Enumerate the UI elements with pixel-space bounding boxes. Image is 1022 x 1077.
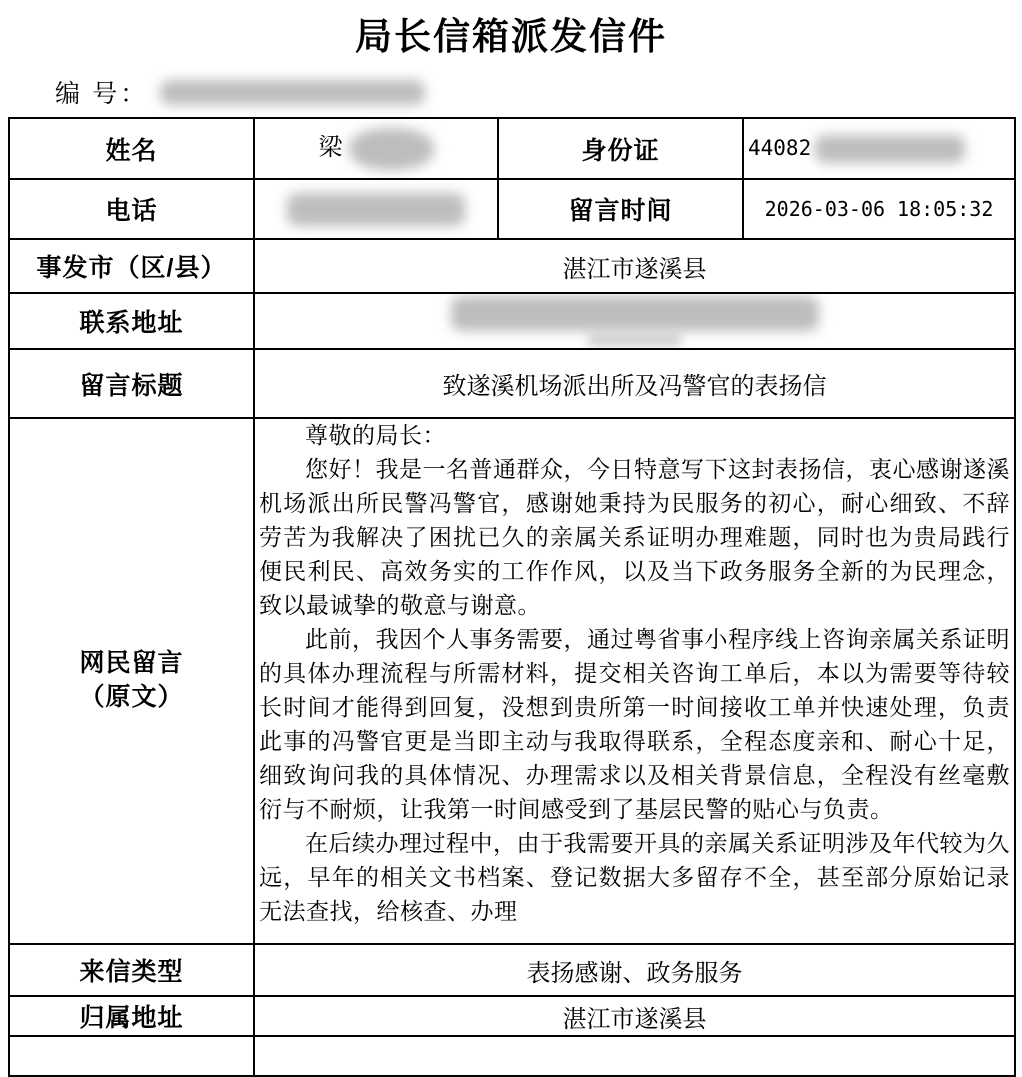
message-paragraph: 在后续办理过程中，由于我需要开具的亲属关系证明涉及年代较为久远，早年的相关文书档案、登记数据大多留存不全，甚至部分原始记录无法查找，给核查、办理 [259, 831, 1010, 924]
name-visible-text: 梁 [318, 134, 343, 161]
netizen-message-body [254, 418, 1015, 944]
serial-number-line [55, 74, 1022, 110]
table-row [9, 118, 1015, 179]
table-row [9, 996, 1015, 1036]
phone-label: 电话 [9, 179, 254, 239]
message-paragraph: 此前，我因个人事务需要，通过粤省事小程序线上咨询亲属关系证明的具体办理流程与所需材料，提交相关咨询工单后，本以为需要等待较长时间才能得到回复，没想到贵所第一时间接收工单并快速处理，负责此事的冯警官更是当即主动与我取得联系，全程态度亲和、耐心十足，细致询问我的具体情况、办理需求以及相关背景信息，全程没有丝毫敷衍与不耐烦，让我第一时间感受到了基层民警的贴心与负责。 [259, 627, 1010, 822]
letter-type-value: 表扬感谢、政务服务 [254, 944, 1015, 996]
incident-city-value: 湛江市遂溪县 [254, 239, 1015, 293]
id-card-value [743, 118, 1015, 179]
redacted-contact-address-smudge [587, 334, 682, 347]
name-value [254, 118, 498, 179]
id-card-label: 身份证 [498, 118, 743, 179]
letter-type-label: 来信类型 [9, 944, 254, 996]
redacted-serial-number [160, 80, 425, 105]
message-title-label: 留言标题 [9, 349, 254, 418]
redacted-contact-address [451, 296, 819, 331]
netizen-message-label-line1: 网民留言 [79, 649, 184, 678]
serial-number-label: 编 号： [55, 81, 149, 108]
table-row [9, 239, 1015, 293]
redacted-phone [287, 193, 465, 226]
table-row [9, 293, 1015, 349]
name-label: 姓名 [9, 118, 254, 179]
table-row [9, 418, 1015, 944]
table-row [9, 179, 1015, 239]
message-paragraph: 尊敬的局长： [305, 423, 446, 448]
incident-city-label: 事发市（区/县） [9, 239, 254, 293]
attribution-address-value: 湛江市遂溪县 [254, 996, 1015, 1036]
letter-form-table [8, 117, 1016, 1077]
netizen-message-label-line2: （原文） [79, 683, 184, 711]
table-row [9, 349, 1015, 418]
contact-address-value [254, 293, 1015, 349]
page-title: 局长信箱派发信件 [355, 16, 667, 57]
clipped-row-value-cell [254, 1036, 1015, 1076]
table-row [9, 944, 1015, 996]
redacted-id-card [815, 135, 965, 163]
attribution-address-label: 归属地址 [9, 996, 254, 1036]
table-row-partial [9, 1036, 1015, 1076]
message-title-value: 致遂溪机场派出所及冯警官的表扬信 [254, 349, 1015, 418]
redacted-name [349, 128, 434, 170]
netizen-message-label [9, 418, 254, 944]
phone-value [254, 179, 498, 239]
id-card-visible-text: 44082 [748, 135, 812, 160]
message-paragraph: 您好！我是一名普通群众，今日特意写下这封表扬信，衷心感谢遂溪机场派出所民警冯警官，感谢她秉持为民服务的初心，耐心细致、不辞劳苦为我解决了困扰已久的亲属关系证明办理难题，同时也为贵局践行便民利民、高效务实的工作作风，以及当下政务服务全新的为民理念，致以最诚挚的敬意与谢意。 [259, 457, 1010, 618]
clipped-row-label-cell [9, 1036, 254, 1076]
contact-address-label: 联系地址 [9, 293, 254, 349]
message-time-label: 留言时间 [498, 179, 743, 239]
message-time-value: 2026-03-06 18:05:32 [743, 179, 1015, 239]
